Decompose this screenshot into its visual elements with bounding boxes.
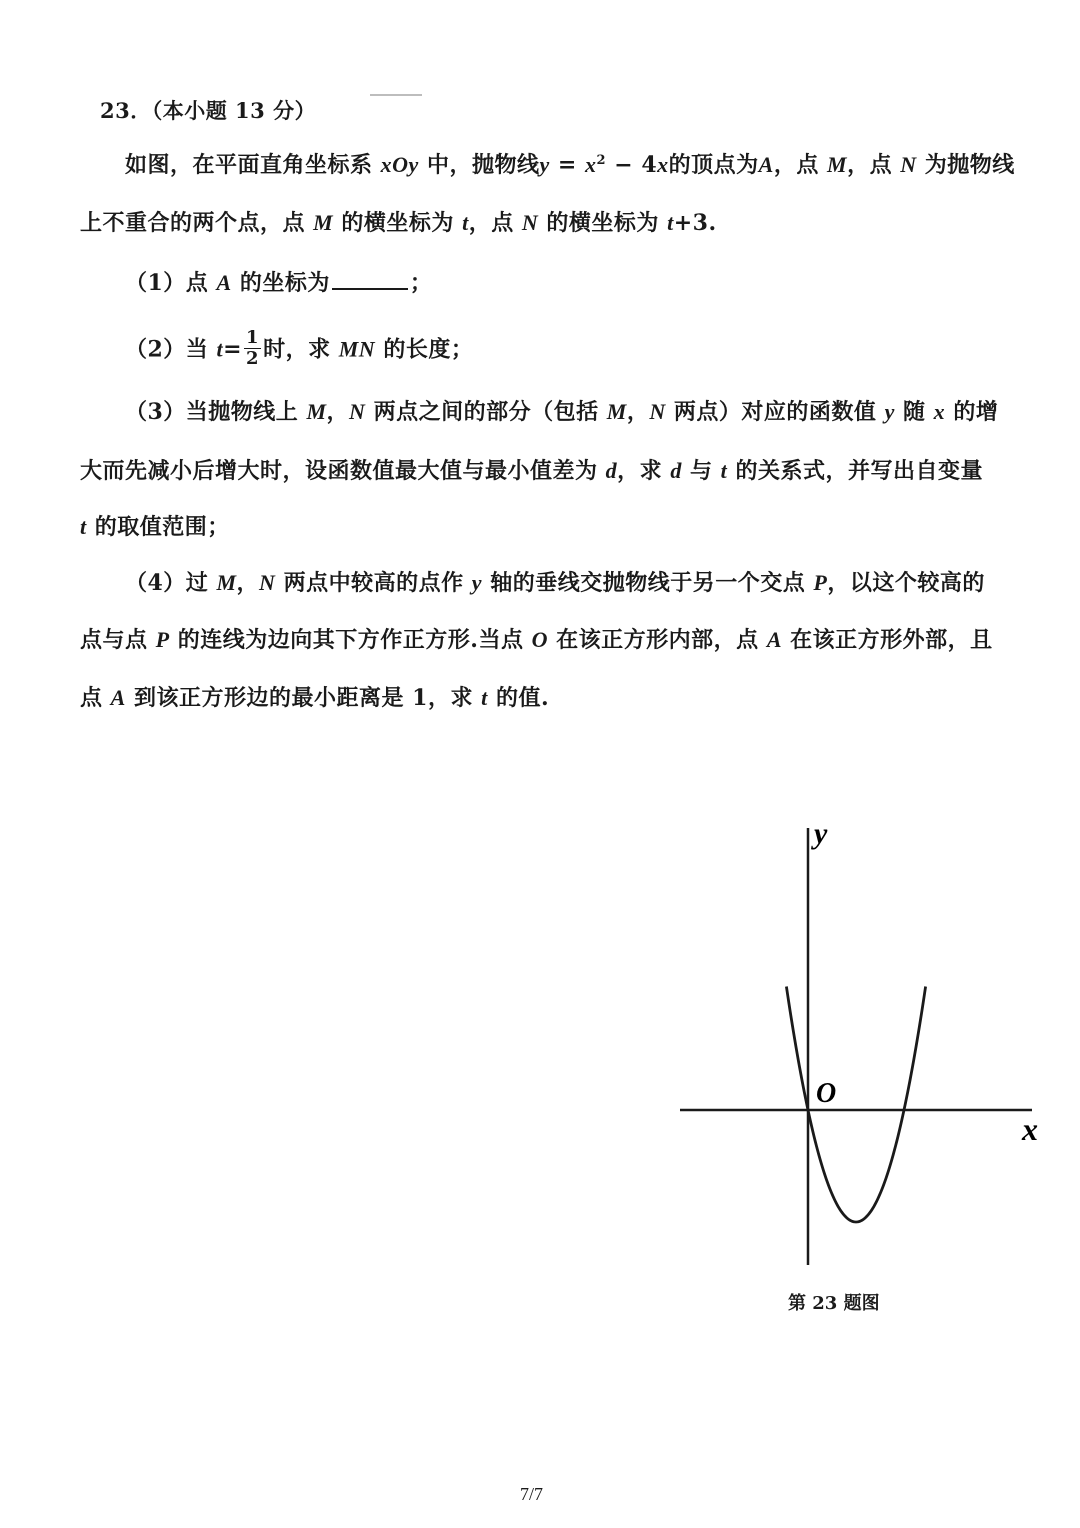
answer-blank xyxy=(332,266,408,290)
text: 的横坐标为 xyxy=(333,210,463,236)
text: 的关系式，并写出自变量 xyxy=(727,458,983,484)
fraction-numerator: 1 xyxy=(246,327,260,348)
text: （1）点 xyxy=(125,270,217,296)
var: d xyxy=(605,458,618,483)
var: M xyxy=(216,570,237,595)
text: 为抛物线 xyxy=(916,152,1015,178)
var: xOy xyxy=(380,152,419,177)
parabola-figure xyxy=(670,810,1050,1280)
var: N xyxy=(649,399,666,424)
var: t xyxy=(667,210,674,235)
text: ， xyxy=(326,399,350,425)
text: 到该正方形边的最小距离是 1，求 xyxy=(125,685,482,711)
var: t xyxy=(80,514,87,539)
text: 两点）对应的函数值 xyxy=(665,399,885,425)
text: 的横坐标为 xyxy=(538,210,668,236)
text: ，求 xyxy=(617,458,671,484)
text: （4）过 xyxy=(125,570,217,596)
var: N xyxy=(521,210,539,235)
var: A xyxy=(758,152,774,177)
text: 与 xyxy=(681,458,721,484)
part-2 xyxy=(125,327,474,371)
intro-line-2 xyxy=(80,208,717,238)
var: M xyxy=(306,399,327,424)
origin-label: O xyxy=(816,1078,837,1109)
var: x xyxy=(933,399,946,424)
question-header: 23．（本小题 13 分） xyxy=(100,98,317,123)
var: A xyxy=(766,627,783,652)
text: = xyxy=(223,336,243,363)
text: 在该正方形外部，且 xyxy=(782,627,993,653)
var: O xyxy=(531,627,548,652)
part-3-line-2 xyxy=(80,456,983,486)
part-4-line-3 xyxy=(80,683,549,713)
text: 的长度； xyxy=(375,336,474,363)
text: 两点之间的部分（包括 xyxy=(365,399,607,425)
var: MN xyxy=(338,336,376,362)
text: 的值. xyxy=(487,685,550,711)
x-axis-label: x xyxy=(1022,1111,1038,1147)
text: 大而先减小后增大时，设函数值最大值与最小值差为 xyxy=(80,458,606,484)
exponent: 2 xyxy=(596,153,607,168)
text: 点与点 xyxy=(80,627,156,653)
var: N xyxy=(259,570,276,595)
text: 的增 xyxy=(945,399,999,425)
text: +3. xyxy=(673,210,717,236)
text: 的坐标为 xyxy=(231,270,330,296)
text: （2）当 xyxy=(125,336,217,363)
text: ，点 xyxy=(847,152,901,178)
part-3-line-3 xyxy=(80,512,230,542)
text: ，点 xyxy=(773,152,828,178)
var: y xyxy=(539,152,550,177)
var: P xyxy=(813,570,828,595)
var: x xyxy=(657,152,669,177)
text: 上不重合的两个点，点 xyxy=(80,210,314,236)
var: M xyxy=(827,152,848,177)
var: t xyxy=(462,210,469,235)
var: x xyxy=(585,152,597,177)
text: 的顶点为 xyxy=(668,152,759,178)
var: N xyxy=(349,399,366,424)
scan-mark xyxy=(370,94,422,96)
text: 中，抛物线 xyxy=(418,152,540,178)
var: N xyxy=(900,152,917,177)
part-3-line-1 xyxy=(125,397,998,427)
text: 轴的垂线交抛物线于另一个交点 xyxy=(482,570,814,596)
text: ， xyxy=(626,399,650,425)
intro-line-1 xyxy=(125,150,1015,180)
var: M xyxy=(606,399,627,424)
text: （3）当抛物线上 xyxy=(125,399,307,425)
text: 点 xyxy=(80,685,111,711)
text: = xyxy=(549,152,586,178)
var: P xyxy=(155,627,170,652)
fraction-denominator: 2 xyxy=(246,348,260,369)
part-4-line-1 xyxy=(125,568,985,598)
text: − 4 xyxy=(606,152,658,178)
var: M xyxy=(313,210,334,235)
page-number: 7/7 xyxy=(520,1484,544,1504)
y-axis-label: y xyxy=(814,817,828,850)
text: 如图，在平面直角坐标系 xyxy=(125,152,381,178)
var: y xyxy=(471,570,483,595)
text: 时，求 xyxy=(263,336,339,363)
text: 的连线为边向其下方作正方形.当点 xyxy=(169,627,532,653)
text: ，点 xyxy=(468,210,522,236)
part-1 xyxy=(125,266,432,298)
var: t xyxy=(720,458,728,483)
var: t xyxy=(481,685,488,710)
var: t xyxy=(216,336,224,362)
text: ， xyxy=(236,570,260,596)
text: 在该正方形内部，点 xyxy=(548,627,767,653)
text: 随 xyxy=(894,399,934,425)
text: ，以这个较高的 xyxy=(827,570,985,596)
var: A xyxy=(110,685,126,710)
text: ； xyxy=(409,270,433,296)
fraction xyxy=(244,328,261,369)
var: A xyxy=(216,270,232,295)
text: 的取值范围； xyxy=(86,514,230,540)
var: d xyxy=(670,458,682,483)
figure-caption: 第 23 题图 xyxy=(788,1293,880,1314)
var: y xyxy=(884,399,895,424)
text: 两点中较高的点作 xyxy=(275,570,472,596)
part-4-line-2 xyxy=(80,625,993,655)
